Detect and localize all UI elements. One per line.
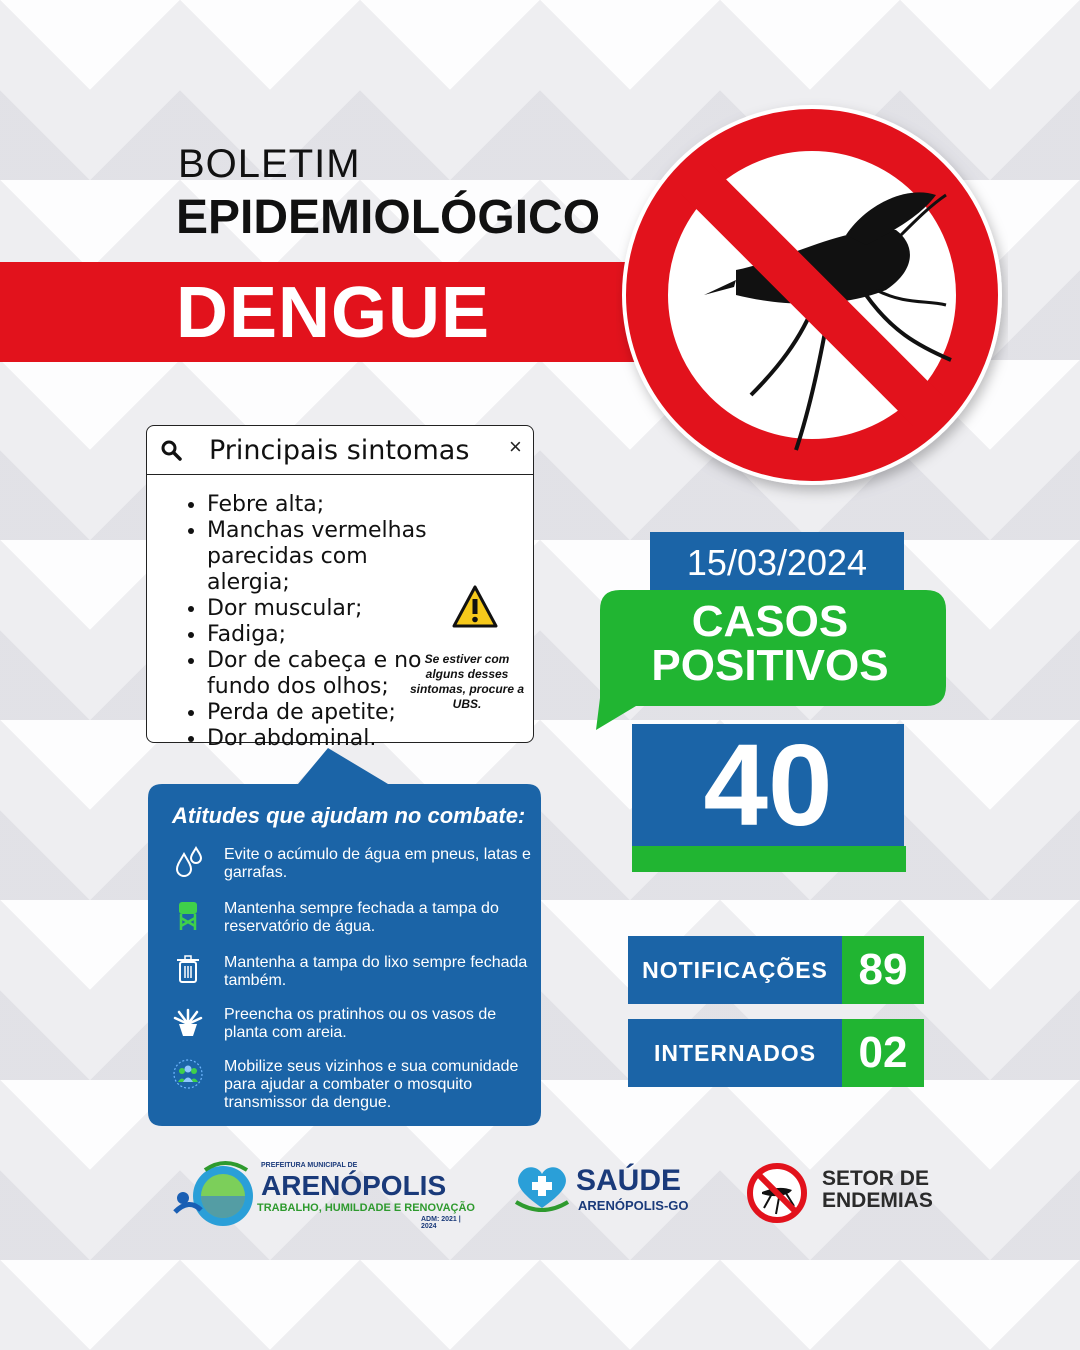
trash-can-icon [172, 954, 204, 986]
water-tank-icon [172, 900, 204, 932]
symptoms-list [183, 492, 447, 752]
symptoms-window [146, 425, 534, 751]
list-item: • Manchas vermelhas parecidas com alergia; [207, 518, 447, 596]
notifications-value: 89 [858, 945, 908, 994]
list-item: • Febre alta; [207, 492, 447, 518]
combat-item [172, 954, 532, 998]
cases-label-line2: POSITIVOS [651, 641, 889, 690]
combat-item [172, 846, 532, 890]
list-item: • Dor abdominal. [207, 726, 447, 752]
combat-item-text: Mobilize seus vizinhos e sua comunidade para ajudar a combater o mosquito transmissor da dengue. [224, 1058, 519, 1111]
list-item: • Dor de cabeça e no fundo dos olhos; [207, 648, 447, 700]
water-drops-icon [172, 846, 204, 878]
combat-item-text: Mantenha a tampa do lixo sempre fechada também. [224, 954, 528, 989]
list-item: • Dor muscular; [207, 596, 447, 622]
city-hall-motto: TRABALHO, HUMILDADE E RENOVAÇÃO [257, 1202, 475, 1214]
search-icon [159, 438, 183, 462]
combat-item-text: Preencha os pratinhos ou os vasos de planta com areia. [224, 1006, 497, 1041]
bulletin-title-line2: EPIDEMIOLÓGICO [176, 191, 601, 244]
city-hall-adm: ADM: 2021 | 2024 [421, 1216, 461, 1230]
hospitalized-label: INTERNADOS [653, 1040, 817, 1066]
combat-item [172, 1058, 532, 1111]
combat-item [172, 1006, 532, 1050]
symptoms-search-bar[interactable] [147, 426, 533, 475]
warning-icon [451, 584, 499, 630]
close-icon[interactable]: × [509, 434, 522, 459]
health-city: ARENÓPOLIS-GO [578, 1198, 689, 1213]
combat-title: Atitudes que ajudam no combate: [172, 803, 526, 828]
bulletin-title-line1: BOLETIM [178, 142, 361, 186]
symptoms-note: Se estiver com alguns desses sintomas, procure a UBS. [409, 652, 525, 711]
sector-line2: ENDEMIAS [822, 1189, 933, 1212]
sector-name [822, 1168, 933, 1212]
community-icon [172, 1058, 204, 1090]
combat-item [172, 900, 532, 944]
hospitalized-value: 02 [858, 1028, 908, 1077]
health-name: SAÚDE [576, 1164, 682, 1197]
list-item: • Fadiga; [207, 622, 447, 648]
combat-item-text: Mantenha sempre fechada a tampa do reservatório de água. [224, 900, 499, 935]
plant-pot-icon [172, 1006, 204, 1038]
cases-count: 40 [703, 720, 833, 850]
no-mosquito-sign-icon [616, 95, 1008, 505]
bulletin-date: 15/03/2024 [686, 542, 868, 583]
health-heart-icon [512, 1162, 572, 1214]
notifications-label: NOTIFICAÇÕES [642, 957, 828, 983]
sector-line1: SETOR DE [822, 1167, 929, 1190]
cases-label [610, 597, 930, 690]
cases-label-line1: CASOS [691, 597, 849, 646]
disease-title: DENGUE [176, 273, 491, 353]
city-hall-small: PREFEITURA MUNICIPAL DE [261, 1162, 358, 1169]
city-hall-logo [165, 1152, 475, 1232]
endemics-sector-logo [744, 1160, 944, 1226]
city-emblem-icon [165, 1152, 257, 1232]
health-logo [512, 1160, 702, 1220]
city-hall-name: ARENÓPOLIS [261, 1170, 447, 1201]
no-mosquito-icon [744, 1160, 810, 1226]
symptoms-title: Principais sintomas [209, 435, 470, 466]
combat-item-text: Evite o acúmulo de água em pneus, latas e garrafas. [224, 846, 531, 881]
list-item: • Perda de apetite; [207, 700, 447, 726]
